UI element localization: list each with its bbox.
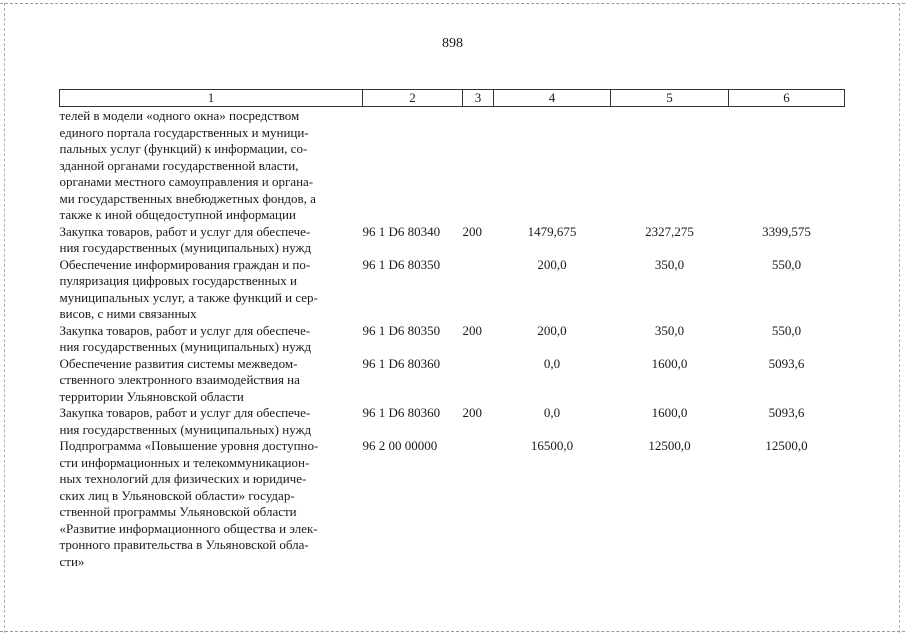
row-name-line: ственной программы Ульяновской области: [59, 504, 297, 519]
amount-year-3-cell: 5093,6: [768, 405, 805, 420]
row-name-line: висов, с ними связанных: [59, 306, 197, 321]
row-name-line: муниципальных услуг, а также функций и сер-: [59, 289, 318, 305]
row-name-line: Обеспечение развития системы межведом-: [59, 355, 298, 371]
amount-year-2-cell: 1600,0: [651, 405, 688, 420]
row-name-cell: [60, 107, 363, 224]
amount-year-2-cell: 350,0: [654, 256, 685, 272]
col-header-6: 6: [729, 90, 845, 107]
expense-type-cell: [463, 107, 494, 224]
col-header-5: 5: [611, 90, 729, 107]
amount-year-1-cell: 200,0: [537, 256, 567, 272]
amount-year-3-cell: [729, 107, 845, 224]
amount-year-2-cell: [611, 107, 729, 224]
expense-type-cell: [463, 438, 494, 570]
target-code-cell: [363, 107, 463, 224]
amount-year-3-cell: 3399,575: [762, 223, 811, 239]
column-number-header: [60, 90, 845, 107]
expense-type-cell: [463, 257, 494, 323]
expense-type-cell: 200: [462, 223, 482, 239]
row-name-line: Обеспечение информирования граждан и по-: [59, 256, 311, 272]
row-name-line: сти»: [59, 553, 85, 569]
row-name-line: пуляризация цифровых государственных и: [59, 273, 297, 288]
col-header-4: 4: [494, 90, 611, 107]
expense-type-cell: 200: [462, 322, 482, 338]
row-name-line: также к иной общедоступной информации: [59, 207, 296, 222]
row-name-line: сти информационных и телекоммуникацион-: [59, 454, 310, 470]
row-name-line: зданной органами государственной власти,: [59, 157, 299, 173]
page-number: 898: [442, 36, 463, 51]
table-row: [60, 107, 845, 224]
amount-year-2-cell: 2327,275: [645, 223, 694, 239]
target-code-cell: 96 1 D6 80360: [362, 405, 441, 420]
row-name-line: тронного правительства в Ульяновской обла-: [59, 537, 309, 552]
target-code-cell: 96 1 D6 80360: [362, 355, 441, 371]
expense-type-cell: 200: [462, 405, 482, 420]
row-name-line: территории Ульяновской области: [59, 388, 244, 404]
expense-type-cell: [463, 356, 494, 406]
row-name-line: Закупка товаров, работ и услуг для обеспече-: [59, 223, 311, 239]
row-name-line: ных технологий для физических и юридиче-: [59, 471, 307, 486]
row-name-line: ния государственных (муниципальных) нужд: [59, 339, 312, 354]
budget-table: [59, 89, 845, 570]
scan-border-bottom: [0, 631, 905, 632]
amount-year-1-cell: 1479,675: [527, 223, 577, 239]
row-name-line: ми государственных внебюджетных фондов, а: [59, 190, 316, 206]
target-code-cell: 96 2 00 00000: [362, 438, 438, 453]
amount-year-1-cell: [494, 107, 611, 224]
row-name-cell: [60, 405, 363, 438]
row-name-line: Подпрограмма «Повышение уровня доступно-: [59, 438, 319, 453]
scan-border-left: [4, 3, 5, 633]
amount-year-2-cell: 1600,0: [651, 355, 688, 371]
amount-year-3-cell: 550,0: [771, 322, 802, 338]
row-name-line: ния государственных (муниципальных) нужд: [59, 421, 312, 437]
row-name-cell: [60, 257, 363, 323]
row-name-cell: [60, 438, 363, 570]
row-name-line: пальных услуг (функций) к информации, со-: [59, 141, 308, 156]
row-name-cell: [60, 224, 363, 257]
row-name-line: единого портала государственных и муници-: [59, 124, 309, 140]
row-name-cell: [60, 356, 363, 406]
scan-border-top: [0, 3, 905, 4]
amount-year-1-cell: 0,0: [543, 355, 561, 371]
target-code-cell: 96 1 D6 80350: [362, 322, 441, 338]
table-row: [60, 405, 845, 438]
row-name-line: Закупка товаров, работ и услуг для обеспече-: [59, 405, 311, 420]
row-name-line: «Развитие информационного общества и элек-: [59, 520, 318, 536]
row-name-line: Закупка товаров, работ и услуг для обеспече-: [59, 322, 311, 338]
col-header-2: 2: [363, 90, 463, 107]
table-row: [60, 224, 845, 257]
scan-border-right: [899, 3, 900, 633]
amount-year-1-cell: 0,0: [543, 405, 561, 420]
amount-year-3-cell: 5093,6: [768, 355, 805, 371]
row-name-line: телей в модели «одного окна» посредством: [59, 108, 300, 123]
row-name-cell: [60, 323, 363, 356]
col-header-1: 1: [60, 90, 363, 107]
table-row: [60, 323, 845, 356]
budget-table-body: [60, 107, 845, 571]
target-code-cell: 96 1 D6 80340: [362, 223, 441, 239]
col-header-3: 3: [463, 90, 494, 107]
row-name-line: ственного электронного взаимодействия на: [59, 372, 300, 387]
amount-year-3-cell: 550,0: [771, 256, 802, 272]
amount-year-1-cell: 16500,0: [530, 438, 574, 453]
amount-year-2-cell: 350,0: [654, 322, 685, 338]
amount-year-3-cell: 12500,0: [765, 438, 808, 453]
target-code-cell: 96 1 D6 80350: [362, 256, 441, 272]
amount-year-1-cell: 200,0: [537, 322, 567, 338]
row-name-line: ния государственных (муниципальных) нужд: [59, 240, 312, 255]
row-name-line: органами местного самоуправления и органа-: [59, 174, 314, 189]
amount-year-2-cell: 12500,0: [648, 438, 691, 453]
table-row: [60, 257, 845, 323]
table-row: [60, 438, 845, 570]
row-name-line: ских лиц в Ульяновской области» государ-: [59, 487, 295, 503]
table-row: [60, 356, 845, 406]
